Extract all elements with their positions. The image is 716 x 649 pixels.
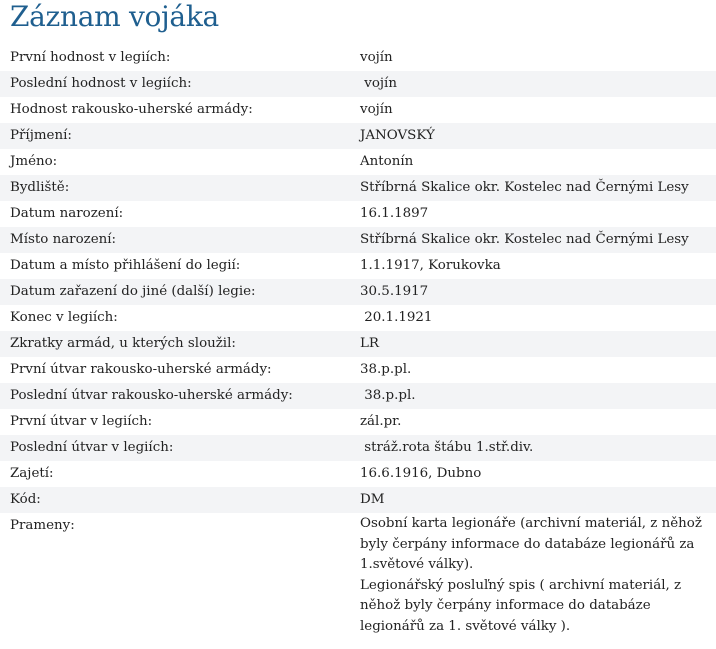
record-label: Datum narození: <box>10 206 124 221</box>
record-value: vojín <box>360 102 393 117</box>
record-label: Jméno: <box>10 154 58 169</box>
record-row-army-abbreviations <box>0 331 716 357</box>
record-label: Hodnost rakousko-uherské armády: <box>10 102 253 117</box>
record-label: Místo narození: <box>10 232 117 247</box>
record-row-surname <box>0 123 716 149</box>
record-row-first-legion-unit <box>0 409 716 435</box>
record-label: Datum a místo přihlášení do legií: <box>10 258 241 273</box>
record-label: První útvar rakousko-uherské armády: <box>10 362 272 377</box>
record-row-other-legion-date <box>0 279 716 305</box>
source-entry-service-file: Legionářský posluľný spis ( archivní materiál, z něhož byly čerpány informace do databáze legionářů za 1. světové války ). <box>360 577 682 634</box>
record-row-first-name <box>0 149 716 175</box>
record-row-enlistment <box>0 253 716 279</box>
record-row-captivity <box>0 461 716 487</box>
source-entry-personal-card: Osobní karta legionáře (archivní materiál, z něhož byly čerpány informace do databáze legionářů za 1.světové války). <box>360 516 702 572</box>
record-label: První hodnost v legiích: <box>10 50 171 65</box>
record-value: vojín <box>360 50 393 65</box>
record-value: 1.1.1917, Korukovka <box>360 258 501 273</box>
record-value: 16.6.1916, Dubno <box>360 466 482 481</box>
record-row-first-rank-legion <box>0 45 716 71</box>
record-row-code <box>0 487 716 513</box>
record-label: Zajetí: <box>10 466 54 481</box>
record-row-birth-place <box>0 227 716 253</box>
record-label: Poslední útvar v legiích: <box>10 440 174 455</box>
record-row-sources <box>0 513 716 645</box>
record-row-austro-hungarian-rank <box>0 97 716 123</box>
record-row-legion-end <box>0 305 716 331</box>
record-label: Prameny: <box>10 518 75 533</box>
record-label: Bydliště: <box>10 180 70 195</box>
record-value: Stříbrná Skalice okr. Kostelec nad Černými Lesy <box>360 180 689 195</box>
record-value: 38.p.pl. <box>360 362 412 377</box>
record-label: Zkratky armád, u kterých sloužil: <box>10 336 236 351</box>
record-value: vojín <box>360 76 397 91</box>
record-row-birth-date <box>0 201 716 227</box>
soldier-record-table <box>0 45 716 645</box>
record-label: Poslední útvar rakousko-uherské armády: <box>10 388 293 403</box>
record-value: 16.1.1897 <box>360 206 429 221</box>
record-label: Konec v legiích: <box>10 310 118 325</box>
record-row-first-ah-unit <box>0 357 716 383</box>
record-label: První útvar v legiích: <box>10 414 153 429</box>
record-label: Poslední hodnost v legiích: <box>10 76 192 91</box>
record-row-last-ah-unit <box>0 383 716 409</box>
record-value: zál.pr. <box>360 414 402 429</box>
record-value: DM <box>360 492 385 507</box>
record-value: LR <box>360 336 379 351</box>
record-value: 38.p.pl. <box>360 388 416 403</box>
record-value: Stříbrná Skalice okr. Kostelec nad Černými Lesy <box>360 232 689 247</box>
record-row-last-rank-legion <box>0 71 716 97</box>
record-label: Kód: <box>10 492 41 507</box>
sources-list <box>360 514 710 637</box>
record-label: Příjmení: <box>10 128 72 143</box>
page-title: Záznam vojáka <box>10 0 219 33</box>
record-value: 20.1.1921 <box>360 310 433 325</box>
record-value: Antonín <box>360 154 414 169</box>
record-label: Datum zařazení do jiné (další) legie: <box>10 284 256 299</box>
record-row-residence <box>0 175 716 201</box>
record-value: stráž.rota štábu 1.stř.div. <box>360 440 534 455</box>
record-value: JANOVSKÝ <box>360 128 435 143</box>
record-row-last-legion-unit <box>0 435 716 461</box>
record-value: 30.5.1917 <box>360 284 429 299</box>
